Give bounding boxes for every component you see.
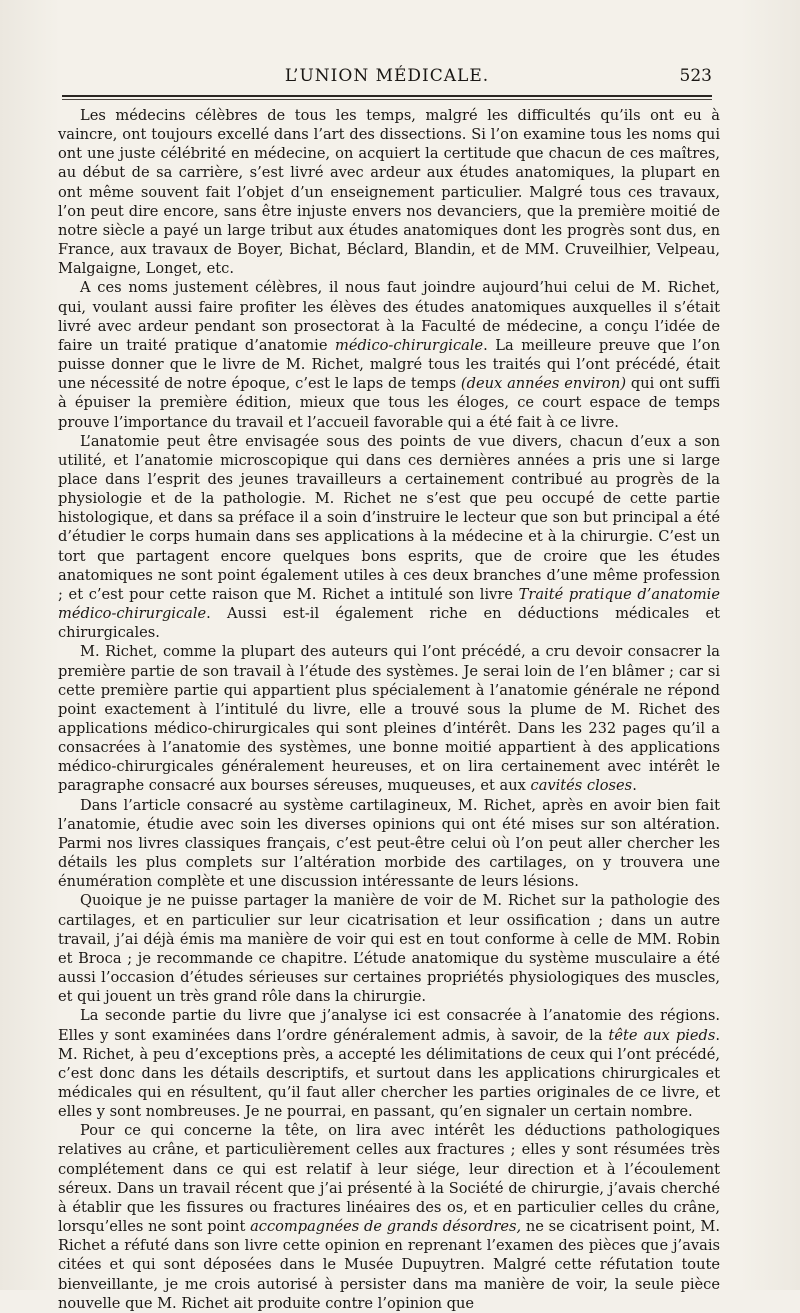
page-number: 523 — [679, 66, 712, 86]
paragraph — [58, 891, 720, 1006]
text-run: L’anatomie peut être envisagée sous des points de vue divers, chacun d’eux a son utilité, et l’anatomie microscopique qui dans ces dernières années a pris une si large place dans l’esprit des jeunes travailleurs a certainement contribué au progrès de la physiologie et de la pathologie. M. Richet ne s’est que peu occupé de cette partie histologique, et dans sa préface il a soin d’instruire le lecteur que son but principal a été d’étudier le corps humain dans ses applications à la médecine et à la chirurgie. C’est un tort que partagent encore quelques bons esprits, que de croire que les études anatomiques ne sont point également utiles à ces deux branches d’une même profession ; et c’est pour cette raison que M. Richet a intitulé son livre — [58, 432, 720, 603]
italic-text: médico-chirurgicale — [334, 336, 484, 354]
paragraph — [58, 278, 720, 431]
header-rule-thin — [62, 99, 712, 100]
italic-text: cavités closes — [530, 777, 633, 795]
text-run: A ces noms justement célèbres, il nous faut joindre aujourd’hui celui de M. Richet, qui, voulant aussi faire profiter les élèves des études anatomiques auxquelles il s’était livré avec ardeur pendant son prosectorat à la Faculté de médecine, a conçu l’idée de faire un traité pratique d’anatomie — [58, 279, 720, 354]
text-run: . Aussi est-il également riche en déductions médicales et chirurgicales. — [58, 605, 720, 642]
text-run: La seconde partie du livre que j’analyse ici est consacrée à l’anatomie des régions. Elles y sont examinées dans l’ordre généralement admis, à savoir, de la — [58, 1007, 720, 1044]
paragraph — [58, 1006, 720, 1121]
italic-text: tête aux pieds — [608, 1026, 716, 1044]
italic-text: (deux années environ) — [460, 375, 627, 393]
article-body — [58, 106, 720, 1313]
header-rule — [62, 95, 712, 97]
text-run: Dans l’article consacré au système cartilagineux, M. Richet, après en avoir bien fait l’anatomie, étudie avec soin les diverses opinions qui ont été mises sur son altération. Parmi nos livres classiques français, c’est peut-être celui où l’on peut aller chercher les détails les plus complets sur l’altération morbide des cartilages, on y trouvera une énumération complète et une discussion intéressante de leurs lésions. — [58, 796, 720, 891]
text-run: . — [632, 777, 637, 795]
text-run: . M. Richet, à peu d’exceptions près, a accepté les délimitations de ceux qui l’ont précédé, c’est donc dans les détails descriptifs, et surtout dans les applications chirurgicales et médicales qui en résultent, qu’il faut aller chercher les parties originales de ce livre, et elles y sont nombreuses. Je ne pourrai, en passant, qu’en signaler un certain nombre. — [58, 1026, 720, 1121]
paragraph — [58, 642, 720, 795]
running-title: L’UNION MÉDICALE. — [284, 66, 490, 86]
text-run: M. Richet, comme la plupart des auteurs qui l’ont précédé, a cru devoir consacrer la première partie de son travail à l’étude des systèmes. Je serai loin de l’en blâmer ; car si cette première partie qui appartient plus spécialement à l’anatomie générale ne répond point exactement à l’intitulé du livre, elle a trouvé sous la plume de M. Richet des applications médico-chirurgicales qui sont pleines d’intérêt. Dans les 232 pages qu’il a consacrées à l’anatomie des systèmes, une bonne moitié appartient à des applications médico-chirurgicales généralement heureuses, et on lira certainement avec intérêt le paragraphe consacré aux bourses séreuses, muqueuses, et aux — [58, 643, 720, 795]
italic-text: Traité pratique d’anatomie médico-chirurgicale — [58, 585, 720, 623]
text-run: . La meilleure preuve que l’on puisse donner que le livre de M. Richet, malgré tous les traités qui l’ont précédé, était une nécessité de notre époque, c’est le laps de temps — [58, 336, 720, 393]
paragraph — [58, 432, 720, 643]
page-header — [62, 64, 712, 92]
paragraph — [58, 1121, 720, 1313]
text-run: Pour ce qui concerne la tête, on lira avec intérêt les déductions pathologiques relatives au crâne, et particulièrement celles aux fractures ; elles y sont résumées très complétement dans ce qui est relatif à leur siége, leur direction et à l’écoulement séreux. Dans un travail récent que j’ai présenté à la Société de chirurgie, j’avais cherché à établir que les fissures ou fractures linéaires des os, et en particulier celles du crâne, lorsqu’elles ne sont point — [58, 1122, 720, 1236]
paragraph — [58, 106, 720, 278]
paragraph — [58, 796, 720, 892]
text-run: Les médecins célèbres de tous les temps, malgré les difficultés qu’ils ont eu à vaincre, ont toujours excellé dans l’art des dissections. Si l’on examine tous les noms qui ont une juste célébrité en médecine, on acquiert la certitude que chacun de ces maîtres, au début de sa carrière, s’est livré avec ardeur aux études anatomiques, la plupart en ont même souvent fait l’objet d’un enseignement particulier. Malgré tous ces travaux, l’on peut dire encore, sans être injuste envers nos devanciers, que la première moitié de notre siècle a payé un large tribut aux études anatomiques dont les progrès sont dus, en France, aux travaux de Boyer, Bichat, Béclard, Blandin, et de MM. Cruveilhier, Velpeau, Malgaigne, Longet, etc. — [58, 107, 720, 278]
text-run: ne se cicatrisent point, M. Richet a réfuté dans son livre cette opinion en reprenant l’examen des pièces que j’avais citées et qui sont déposées dans le Musée Dupuytren. Malgré cette réfutation toute bienveillante, je me crois autorisé à persister dans ma manière de voir, la seule pièce nouvelle que M. Richet ait produite contre l’opinion que — [58, 1218, 720, 1312]
text-run: qui ont suffi à épuiser la première édition, mieux que tous les éloges, ce court espace de temps prouve l’importance du travail et l’accueil favorable qui a été fait à ce livre. — [58, 375, 720, 431]
text-run: Quoique je ne puisse partager la manière de voir de M. Richet sur la pathologie des cartilages, et en particulier sur leur cicatrisation et leur ossification ; dans un autre travail, j’ai déjà émis ma manière de voir qui est en tout conforme à celle de MM. Robin et Broca ; je recommande ce chapitre. L’étude anatomique du système musculaire a été aussi l’occasion d’études sérieuses sur certaines propriétés physiologiques des muscles, et qui jouent un très grand rôle dans la chirurgie. — [58, 892, 720, 1006]
italic-text: accompagnées de grands désordres, — [250, 1218, 522, 1236]
